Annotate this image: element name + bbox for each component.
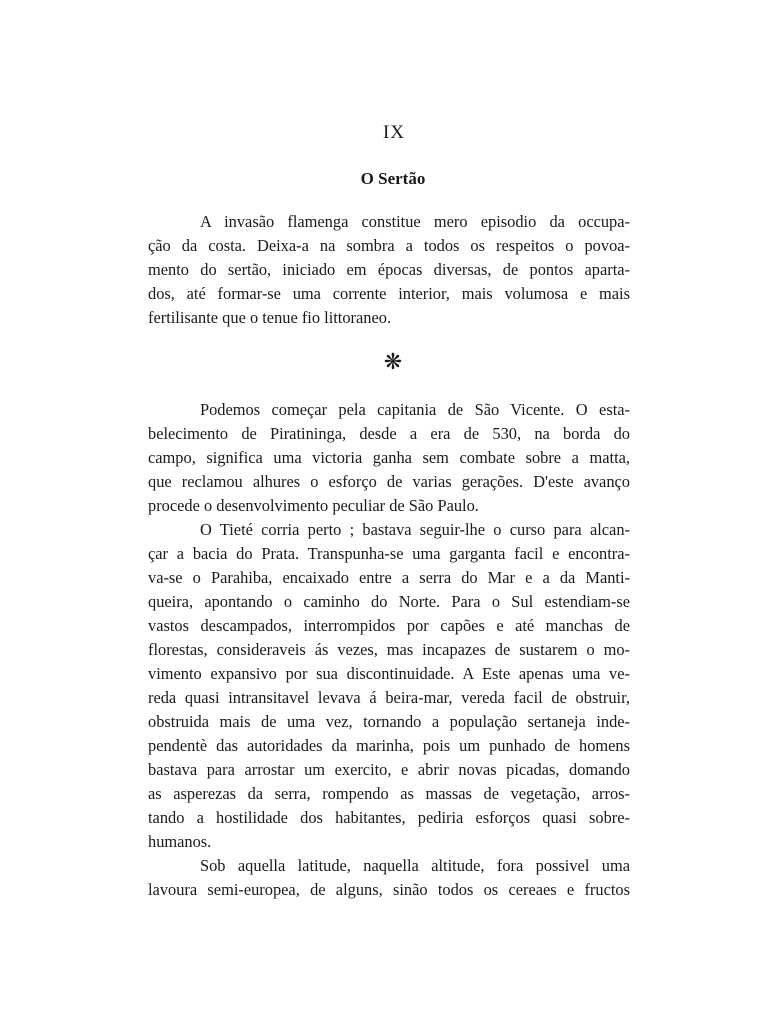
book-page: [148, 118, 630, 902]
text-line: Podemos começar pela capitania de São Vicente. O esta-: [200, 400, 630, 419]
text-line: A invasão flamenga constitue mero episodio da occupa-: [200, 212, 630, 231]
text-line: tando a hostilidade dos habitantes, pediria esforços quasi sobre-: [148, 808, 630, 827]
text-line: ção da costa. Deixa-a na sombra a todos os respeitos o povoa-: [148, 236, 630, 255]
text-line: pendentè das autoridades da marinha, pois um punhado de homens: [148, 736, 630, 755]
paragraph-4: [148, 854, 630, 902]
chapter-number: IX: [382, 122, 406, 143]
text-line: procede o desenvolvimento peculiar de São Paulo.: [148, 496, 479, 515]
text-line: humanos.: [148, 832, 212, 851]
text-line: bastava para arrostar um exercito, e abrir novas picadas, domando: [148, 760, 630, 779]
text-line: reda quasi intransitavel levava á beira-mar, vereda facil de obstruir,: [148, 688, 630, 707]
paragraph-1: [148, 210, 630, 330]
text-line: queira, apontando o caminho do Norte. Para o Sul estendiam-se: [148, 592, 630, 611]
text-line: fertilisante que o tenue fio littoraneo.: [148, 308, 392, 327]
text-line: çar a bacia do Prata. Transpunha-se uma garganta facil e encontra-: [148, 544, 630, 563]
text-line: que reclamou alhures o esforço de varias gerações. D'este avanço: [148, 472, 630, 491]
text-line: florestas, consideraveis ás vezes, mas incapazes de sustarem o mo-: [148, 640, 630, 659]
text-line: obstruida mais de uma vez, tornando a população sertaneja inde-: [148, 712, 630, 731]
section-separator-ornament: ❋: [383, 349, 403, 374]
text-line: va-se o Parahiba, encaixado entre a serra do Mar e a da Manti-: [148, 568, 630, 587]
text-line: campo, significa uma victoria ganha sem combate sobre a matta,: [148, 448, 630, 467]
text-line: vimento expansivo por sua discontinuidade. A Este apenas uma ve-: [148, 664, 630, 683]
text-line: Sob aquella latitude, naquella altitude, fora possivel uma: [200, 856, 630, 875]
text-line: lavoura semi-europea, de alguns, sinão todos os cereaes e fructos: [148, 880, 630, 899]
paragraph-3: [148, 518, 630, 854]
paragraph-2: [148, 398, 630, 518]
text-line: vastos descampados, interrompidos por capões e até manchas de: [148, 616, 630, 635]
text-line: dos, até formar-se uma corrente interior, mais volumosa e mais: [148, 284, 630, 303]
text-line: as asperezas da serra, rompendo as massas de vegetação, arros-: [148, 784, 630, 803]
text-line: O Tieté corria perto ; bastava seguir-lhe o curso para alcan-: [200, 520, 630, 539]
chapter-title: O Sertão: [360, 169, 426, 188]
text-line: belecimento de Piratininga, desde a era de 530, na borda do: [148, 424, 630, 443]
text-line: mento do sertão, iniciado em épocas diversas, de pontos aparta-: [148, 260, 630, 279]
